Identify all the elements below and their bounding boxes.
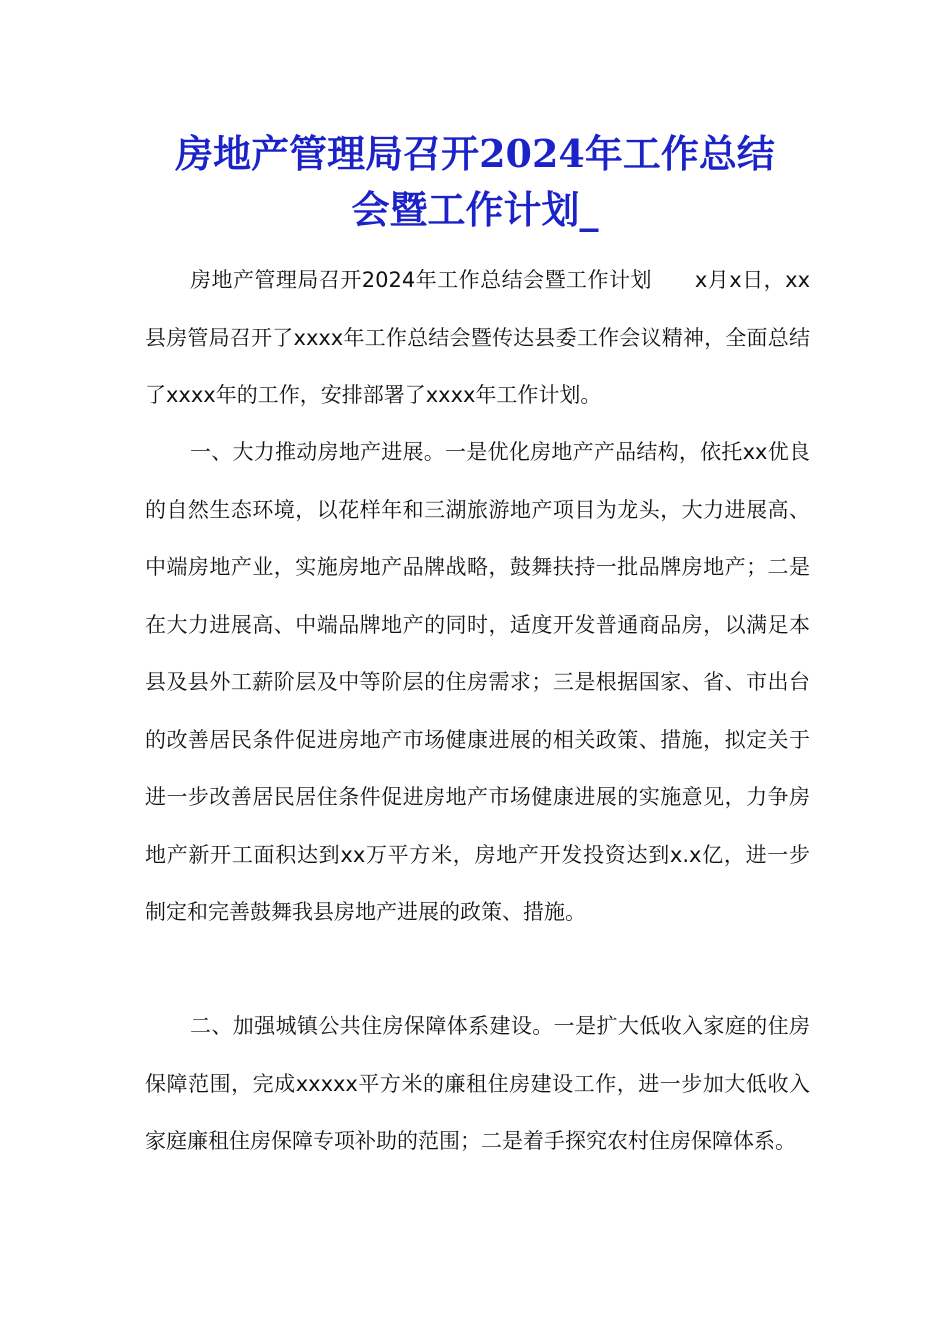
document-title-line-2: 会暨工作计划_ [351,187,599,232]
paragraph-section-2: 二、加强城镇公共住房保障体系建设。一是扩大低收入家庭的住房保障范围，完成xxxxx平方米的廉租住房建设工作，进一步加大低收入家庭廉租住房保障专项补助的范围；二是着手探究农村住房保障体系。 [145,1014,810,1153]
paragraph-section-1: 一、大力推动房地产进展。一是优化房地产产品结构，依托xx优良的自然生态环境，以花样年和三湖旅游地产项目为龙头，大力进展高、中端房地产业，实施房地产品牌战略，鼓舞扶持一批品牌房地产；二是在大力进展高、中端品牌地产的同时，适度开发普通商品房，以满足本县及县外工薪阶层及中等阶层的住房需求；三是根据国家、省、市出台的改善居民条件促进房地产市场健康进展的相关政策、措施，拟定关于进一步改善居民居住条件促进房地产市场健康进展的实施意见，力争房地产新开工面积达到xx万平方米，房地产开发投资达到x.x亿，进一步制定和完善鼓舞我县房地产进展的政策、措施。 [145,440,810,924]
document-title-line-1: 房地产管理局召开2024年工作总结 [175,131,775,176]
paragraph-intro: 房地产管理局召开2024年工作总结会暨工作计划 x月x日，xx县房管局召开了xxxx年工作总结会暨传达县委工作会议精神，全面总结了xxxx年的工作，安排部署了xxxx年工作计划。 [145,268,810,407]
